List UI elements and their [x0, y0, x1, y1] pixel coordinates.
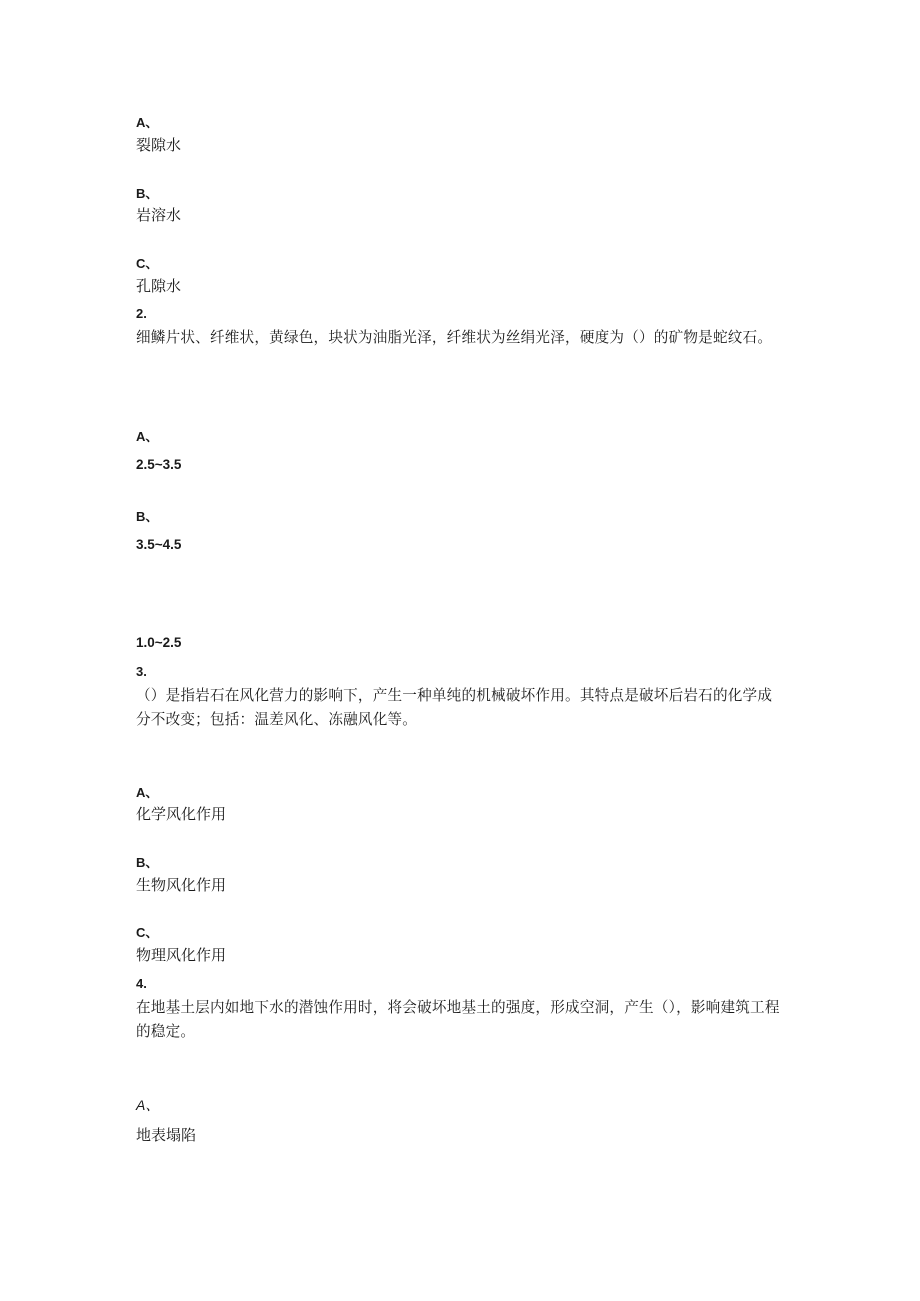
q3-number: 3. — [136, 664, 147, 679]
q2-number: 2. — [136, 306, 147, 321]
q2-stem: 细鳞片状、纤维状，黄绿色，块状为油脂光泽，纤维状为丝绢光泽，硬度为（）的矿物是蛇纹石。 — [136, 329, 773, 346]
q2-option-a-text[interactable]: 2.5~3.5 — [136, 457, 182, 472]
q1-option-b-label: B、 — [136, 186, 159, 201]
q3-option-a-text[interactable]: 化学风化作用 — [136, 805, 227, 823]
q2-option-b-text[interactable]: 3.5~4.5 — [136, 537, 182, 552]
q3-option-a-label: A、 — [136, 785, 159, 800]
q3-option-c-label: C、 — [136, 925, 159, 940]
q4-option-a-text[interactable]: 地表塌陷 — [136, 1126, 197, 1144]
q4-stem: 在地基土层内如地下水的潜蚀作用时，将会破坏地基土的强度，形成空洞，产生（），影响建筑工程的稳定。 — [136, 999, 780, 1040]
q4-number: 4. — [136, 976, 147, 991]
q3-option-c-text[interactable]: 物理风化作用 — [136, 946, 227, 964]
q2-option-a-label: A、 — [136, 429, 159, 444]
q4-option-a-label: A、 — [136, 1097, 160, 1113]
q1-option-b-text[interactable]: 岩溶水 — [136, 206, 182, 224]
q1-option-a-label: A、 — [136, 115, 159, 130]
q3-option-b-label: B、 — [136, 855, 159, 870]
q2-option-c-text[interactable]: 1.0~2.5 — [136, 635, 182, 650]
q1-option-c-text[interactable]: 孔隙水 — [136, 277, 182, 295]
q3-option-b-text[interactable]: 生物风化作用 — [136, 876, 227, 894]
q1-option-a-text[interactable]: 裂隙水 — [136, 136, 182, 154]
q3-stem: （）是指岩石在风化营力的影响下，产生一种单纯的机械破坏作用。其特点是破坏后岩石的化学成分不改变；包括：温差风化、冻融风化等。 — [136, 687, 773, 728]
q1-option-c-label: C、 — [136, 256, 159, 271]
q2-option-b-label: B、 — [136, 509, 159, 524]
